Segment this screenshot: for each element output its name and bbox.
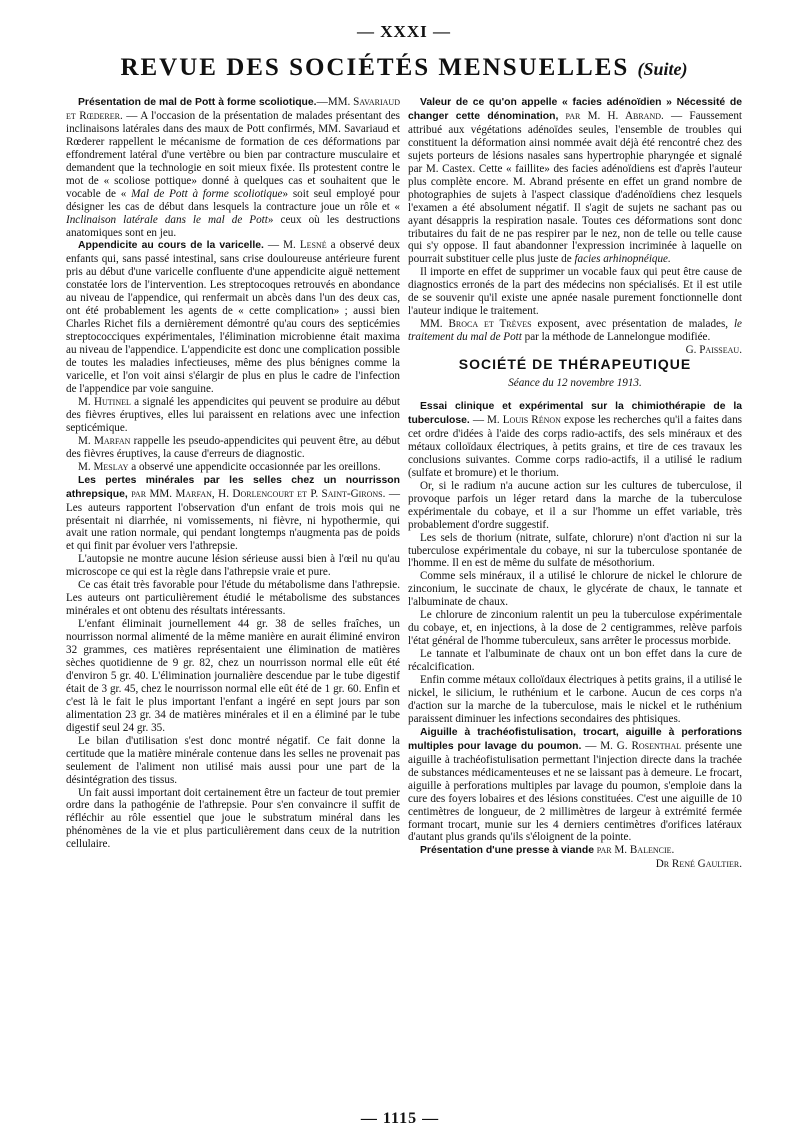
paragraph: Le chlorure de zinconium ralentit un peu la tuberculose expérimentale du cobaye, et, en injections, à la dose de 2 centigrammes, relève parfois l'état général de l'homme tuberculeux, sans arrêter le processus morbide. [408, 609, 742, 648]
abstract-aiguille: Aiguille à trachéofistulisation, trocart, aiguille à perforations multiples pour lavage du poumon. — M. G. Rosenthal présente une aiguille à trachéofistulisation permettant l'injection directe dans la trachée de substances médicamenteuses et ne se laissant pas à demeure. Le frocart, aiguille à perforations multiples par lavage du poumon, s'emploie dans la cure des foyers lobaires et des lésions constituées. C'est une aiguille de 10 centimètres de longueur, de 2 millimètres de largeur à extrémité fermée formant trocart, munie sur les 4 derniers centimètres d'orifices latéraux d'autant plus grands qu'ils s'éloignent de la pointe. [408, 726, 743, 844]
abstract-title: Aiguille à trachéofistulisation, trocart, aiguille à perforations multiples pour lavage du poumon. [408, 726, 742, 752]
paragraph: Or, si le radium n'a aucune action sur les cultures de tuberculose, il provoque parfois un léger retard dans la marche de la tuberculose expérimentale du cobaye, et il a sur l'homme un effet variable, très probablement d'ordre suggestif. [408, 479, 742, 531]
abstract-presse [408, 844, 742, 871]
paragraph: Les sels de thorium (nitrate, sulfate, chlorure) n'ont d'action ni sur la tuberculose expérimentale du cobaye, ni sur la tuberculose spontanée de l'homme. Il en est de même du sulfate de mésothorium. [408, 531, 742, 570]
abstract-title: Appendicite au cours de la varicelle. [78, 240, 264, 252]
page-number: — 1115 — [360, 1110, 440, 1127]
abstract-authors: par M. Balencie. [593, 844, 675, 857]
abstract-authors: — M. Louis Rénon [469, 413, 561, 426]
abstract-authors: par M. H. Abrand. [558, 109, 664, 122]
paragraph: Il importe en effet de supprimer un vocable faux qui peut être cause de diagnostics erronés de la part des médecins non spécialisés. Et il est utile de se souvenir qu'il existe une apnée nasale purement fonctionnelle dont l'auteur indique le traitement. [408, 266, 742, 318]
two-column-body [66, 96, 742, 871]
paragraph: Enfin comme métaux colloïdaux électriques à petits grains, il a utilisé le nickel, le silicium, le ruthénium et le carbone. Aucun de ces corps n'a d'action sur la marche de la tuberculose, mais le nickel et le ruthénium paraissent diminuer les infections secondaires des phtisiques. [408, 674, 742, 725]
abstract-title: Essai clinique et expérimental sur la chimiothérapie de la tuberculose. [408, 401, 742, 426]
paragraph: Le tannate et l'albuminate de chaux ont un bon effet dans la cure de récalcification. [408, 648, 742, 674]
abstract-title: Présentation de mal de Pott à forme scoliotique. [78, 97, 317, 108]
paragraph: L'autopsie ne montre aucune lésion sérieuse aussi bien à l'œil nu qu'au microscope ce qui est la règle dans l'athrepsie vraie et pure. [66, 553, 400, 579]
abstract-authors: — M. G. Rosenthal [581, 739, 682, 752]
society-heading: SOCIÉTÉ DE THÉRAPEUTIQUE [458, 356, 692, 373]
abstract-appendicite: Appendicite au cours de la varicelle. — M. Lesné a observé deux enfants qui, sans passé intestinal, sans crise douloureuse antérieure furent pris au début d'une varicelle confluente d'une appendicite aiguë nettement constatée lors de l'intervention. Les streptocoques retrouvés en abondance au niveau de l'appendice, qui renfermait un abcès dans l'un des deux cas, ont été probablement les agents de « cette complication» ; aussi bien Charles Richet fils a dernièrement démontré qu'au cours des septicémies streptococciques expérimentales, l'élimination microbienne était maxima au niveau de l'appendice. L'appendicite est donc une complication possible de toutes les maladies infectieuses, même des plus bénignes comme la varicelle, et l'on voit ainsi s'élargir de plus en plus le cadre de l'infection de l'appendice par voie sanguine. [66, 239, 401, 395]
paragraph: L'enfant éliminait journellement 44 gr. 38 de selles fraîches, un nourrisson normal alimenté de la même manière en aurait éliminé environ 32 grammes, ces matières représentaient une élimination de matières sèches quotidienne de 9 gr. 82, chez un nourrisson normal elle eût été d'environ 5 gr. 40. L'élimination journalière descendue par le tube digestif était de 3 gr. 45, chez le nourrisson normal elle eût été de 1 gr. 60. Enfin et c'est là le fait le plus important l'enfant a ingéré en sept jours par son alimentation 23 gr. 34 de matières minérales et il en a éliminé par le tube digestif seul 24 gr. 35. [66, 618, 400, 734]
abstract-authors: —MM. Savariaud et Rœderer. [66, 96, 400, 122]
session-date: Séance du 12 novembre 1913. [508, 377, 642, 390]
paragraph: MM. Broca et Trèves exposent, avec présentation de malades, le traitement du mal de Pott par la méthode de Lannelongue modifiée. G. Paisseau. [408, 318, 743, 357]
abstract-title: Présentation d'une presse à viande [420, 845, 594, 857]
roman-page-number: — XXXI — [357, 22, 451, 41]
paragraph: M. Meslay a observé une appendicite occasionnée par les oreillons. [78, 460, 381, 473]
abstract-pertes-minerales: Les pertes minérales par les selles chez un nourrisson athrepsique, par MM. Marfan, H. Dorlencourt et P. Saint-Girons. — Les auteurs rapportent l'observation d'un enfant de trois mois qui ne présentait ni diarrhée, ni vomissements, ni fièvre, ni hypothermie, qui avait une ration normale, qui pendant longtemps n'augmenta pas de poids et qui finit par évoluer vers l'athrepsie. [66, 474, 400, 553]
paragraph: M. Hutinel a signalé les appendicites qui peuvent se produire au début des fièvres éruptives, elles lui paraissent en relations avec une infection septicémique. [66, 395, 400, 434]
abstract-title: Les pertes minérales par les selles chez un nourrisson athrepsique, [66, 474, 400, 500]
abstract-pott: Présentation de mal de Pott à forme scoliotique.—MM. Savariaud et Rœderer. — A l'occasion de la présentation de malades présentant des inclinaisons latérales dans des maux de Pott confirmés, MM. Savariaud et Rœderer rappellent le mécanisme de formation de ces déformations par effondrement latéral d'une vertèbre ou bien par contracture musculaire et demandent que la technologie en soit mieux fixée. Ils protestent contre le mot de « scoliose pottique» donné à quelques cas et souhaitent que le vocable de « Mal de Pott à forme scoliotique» soit seul employé pour désigner les cas de début dans lesquels la contracture joue un rôle et « Inclinaison latérale dans le mal de Pott» ceux où les destructions anatomiques sont en jeu. [66, 96, 400, 239]
abstract-chimiotherapie: Essai clinique et expérimental sur la chimiothérapie de la tuberculose. — M. Louis Rénon expose les recherches qu'il a faites dans cet ordre d'idées à l'aide des corps radio-actifs, des sels minéraux et des métaux colloïdaux électriques, à petits grains, et tire de ces travaux les conclusions suivantes. Comme corps radio-actifs, il a utilisé le radium (sulfate et bromure) et le thorium. [408, 401, 742, 479]
abstract-facies-adenoidien: Valeur de ce qu'on appelle « facies adénoïdien » Nécessité de changer cette dénomination, par M. H. Abrand. — Faussement attribué aux végétations adénoïdes seules, l'ensemble de troubles qui constituent la déformation ainsi nommée avait déjà été rencontré chez des sujets porteurs de lésions nasales sans hypertrophie pharyngée et signalé par M. Castex. Cette « faillite» des facies adénoïdiens est d'après l'auteur plus complète encore. M. Abrand présente en effet un grand nombre de photographies de sujets à l'aspect classique d'adénoïdiens chez lesquels l'examen a été absolument négatif. Il s'agit de sujets ne sachant pas ou ayant désappris la respiration nasale. Toutes ces déformations sont donc tributaires du fait de ne pas respirer par le nez, non de telle ou telle cause qui s'y oppose. Il faut abandonner l'expression incriminée à laquelle on pourrait substituer celle plus juste de facies arhinopnéique. [408, 97, 742, 266]
header-title: REVUE DES SOCIÉTÉS MENSUELLES [120, 54, 630, 81]
paragraph: Le bilan d'utilisation s'est donc montré négatif. Ce fait donne la certitude que la matière minérale contenue dans les selles ne provenait pas seulement de l'aliment non utilisé mais aussi pour une part de la désintégration des tissus. [66, 734, 400, 786]
signature: Dr René Gaultier. [655, 858, 742, 871]
left-column [66, 96, 400, 871]
right-column [408, 96, 742, 871]
abstract-authors: par MM. Marfan, H. Dorlencourt et P. Saint-Girons. [127, 487, 386, 500]
abstract-authors: — M. Lesné [263, 239, 327, 252]
abstract-title: Valeur de ce qu'on appelle « facies adénoïdien » Nécessité de changer cette dénomination, [408, 97, 742, 122]
paragraph: M. Marfan rappelle les pseudo-appendicites qui peuvent être, au début des fièvres éruptives, la cause d'erreurs de diagnostic. [66, 434, 400, 460]
paragraph: Comme sels minéraux, il a utilisé le chlorure de nickel le chlorure de zinconium, le succinate de chaux, le glycérate de chaux, le tannate et l'albuminate de chaux. [408, 570, 742, 609]
signature: G. Paisseau. [685, 344, 742, 357]
page-header [66, 54, 742, 94]
paragraph: Ce cas était très favorable pour l'étude du métabolisme dans l'athrepsie. Les auteurs ont particulièrement étudié le métabolisme des substances minérales et ont obtenu des résultats intéressants. [66, 579, 400, 618]
header-suite: (Suite) [637, 59, 688, 79]
paragraph: Un fait aussi important doit certainement être un facteur de tout premier ordre dans la pathogénie de l'athrepsie. Pour s'en convaincre il suffit de réfléchir au rôle essentiel que joue le substratum minéral dans les phénomènes de la vie et plus particulièrement dans ceux de la nutrition cellulaire. [66, 786, 400, 851]
